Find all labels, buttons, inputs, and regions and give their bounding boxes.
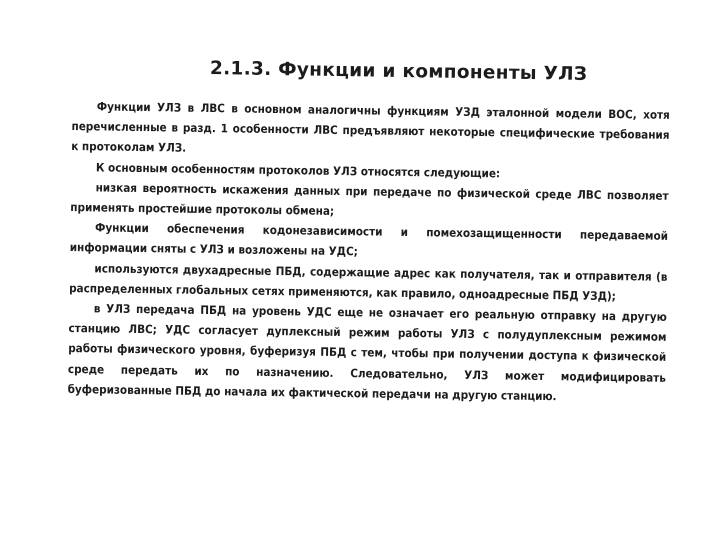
paragraph-intro: Функции УЛЗ в ЛВС в основном аналогичны функциям УЗД эталонной модели ВОС, хотя перечисленные в разд. 1 особенности ЛВС предъявляют некоторые специфические требования к протоколам УЛЗ. [71, 99, 670, 156]
paragraph-feature-two-address: используются двухадресные ПБД, содержащие адрес как получателя, так и отправителя (в распределенных глобальных сетях применяются, как правило, одноадресные ПБД УЗД); [69, 260, 668, 303]
section-body [68, 96, 670, 408]
paragraph-feature-low-error: низкая вероятность искажения данных при передаче по физической среде ЛВС позволяет применять простейшие протоколы обмена; [70, 180, 669, 218]
paragraph-features-lead: К основным особенностям протоколов УЛЗ относятся следующие: [95, 159, 501, 180]
paragraph-feature-code-independence: Функции обеспечения кодонезависимости и помехозащищенности передаваемой информации сняты с УЛЗ и возложены на УДС; [69, 220, 669, 259]
paragraph-feature-buffering: в УЛЗ передача ПБД на уровень УДС еще не означает его реальную отправку на другую станцию ЛВС; УДС согласует дуплексный режим работы УЛЗ с полудуплексным режимом работы физического уровня, буферизуя ПБД с тем, чтобы при получении доступа к физической среде передать их по назначению. Следовательно, УЛЗ может модифицировать буферизованные ПБД до начала их фактической передачи на другую станцию. [67, 301, 667, 404]
section-heading: 2.1.3. Функции и компоненты УЛЗ [209, 58, 588, 85]
